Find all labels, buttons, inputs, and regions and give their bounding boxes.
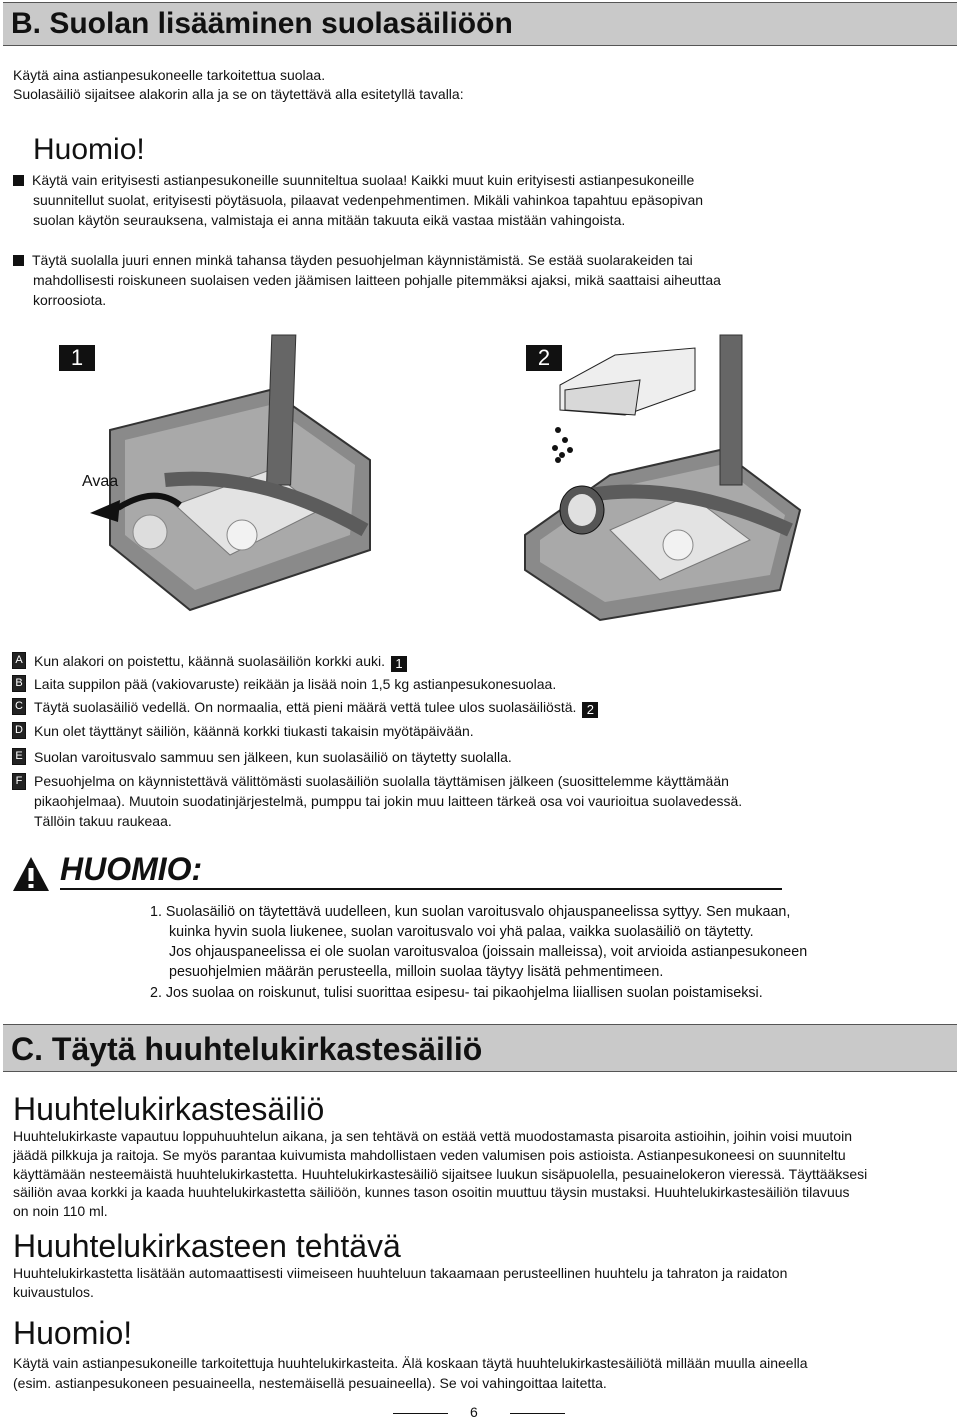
warning-item-2: 2. Jos suolaa on roiskunut, tulisi suorittaa esipesu- tai pikaohjelma liiallisen suolan poistamiseksi.: [150, 985, 763, 1001]
section-b-header: [3, 2, 957, 46]
function-heading: Huuhtelukirkasteen tehtävä: [13, 1228, 401, 1264]
notice-c-heading: Huomio!: [13, 1315, 133, 1351]
step-b-letter: B: [12, 675, 26, 692]
tank-paragraph: Huuhtelukirkaste vapautuu loppuhuuhtelun aikana, ja sen tehtävä on estää vettä muodostamasta pisaroita astioihin, joihin voisi muutoin jäädä pilkkuja ja raitoja. Se myös parantaa kuivumista mahdollistaen veden valumisen pois astioista. Astianpesukoneesi on suunniteltu käyttämään nesteemäistä huuhtelukirkastetta. Huuhtelukirkastesäiliö sijaitsee luukun sisäpuolella, pesuainelokeron vieressä. Täyttääksesi säiliön avaa korkki ja kaada huuhtelukirkastetta säiliöön, kunnes tason osoitin muuttuu täysin mustaksi. Huuhtelukirkastesäiliön tilavuus on noin 110 ml.: [13, 1128, 868, 1220]
step-e-text: Suolan varoitusvalo sammuu sen jälkeen, kun suolasäiliö on täytetty suolalla.: [34, 749, 512, 765]
warning-rule: [60, 888, 782, 890]
warning-triangle-icon: [12, 855, 50, 893]
step-c-letter: C: [12, 698, 26, 715]
figure-1-illustration: [80, 330, 380, 630]
step-d-text: Kun olet täyttänyt säiliön, käännä korkki tiukasti takaisin myötäpäivään.: [34, 723, 474, 739]
section-c-header: [3, 1024, 957, 1072]
figure-2-illustration: [520, 330, 820, 630]
tank-heading: Huuhtelukirkastesäiliö: [13, 1091, 325, 1127]
warning-heading: HUOMIO:: [60, 851, 203, 887]
notice-c-paragraph: Käytä vain astianpesukoneille tarkoitettuja huuhtelukirkasteita. Älä koskaan täytä huuhtelukirkastesäiliötä millään muulla aineella (esim. astianpesukoneen pesuaineella, nestemäisellä pesuaineella). Se voi vahingoittaa laitetta.: [13, 1355, 808, 1391]
intro-line-2: Suolasäiliö sijaitsee alakorin alla ja se on täytettävä alla esitetyllä tavalla:: [13, 86, 464, 102]
figure-2-number: 2: [526, 345, 562, 371]
bullet-2: Täytä suolalla juuri ennen minkä tahansa täyden pesuohjelman käynnistämistä. Se estää suolarakeiden tai mahdollisesti roiskuneen suolaisen veden jäämisen laitteen pohjalle pitemmäksi ajaksi, mikä saattaisi aiheuttaa korroosiota.: [13, 250, 943, 310]
step-f-text: Pesuohjelma on käynnistettävä välittömästi suolasäiliön suolalla täyttämisen jälkeen (suosittelemme käyttämään pikaohjelmaa). Muutoin suodatinjärjestelmä, pumppu tai jokin muu laitteen tärkeä osa voi vaurioitua suolavedessä. Tällöin takuu raukeaa.: [34, 773, 743, 829]
figure-1-number: 1: [59, 345, 95, 371]
step-a-text: Kun alakori on poistettu, käännä suolasäiliön korkki auki. 1: [34, 651, 407, 672]
section-c-title: C. Täytä huuhtelukirkastesäiliö: [11, 1031, 483, 1067]
intro-line-1: Käytä aina astianpesukoneelle tarkoitettua suolaa.: [13, 67, 326, 83]
figure-2-ref: 2: [582, 702, 598, 718]
page-number: 6: [470, 1404, 478, 1420]
step-f-letter: F: [12, 773, 26, 790]
footer-rule-right: [510, 1413, 565, 1414]
step-a-letter: A: [12, 652, 26, 669]
function-paragraph: Huuhtelukirkastetta lisätään automaattisesti viimeiseen huuhteluun takaamaan perusteellinen huuhtelu ja tahraton ja raidaton kuivaustulos.: [13, 1265, 788, 1300]
open-label: Avaa: [82, 473, 119, 490]
footer-rule-left: [393, 1413, 448, 1414]
step-b-text: Laita suppilon pää (vakiovaruste) reikään ja lisää noin 1,5 kg astianpesukonesuolaa.: [34, 676, 557, 692]
bullet-square-icon: [13, 255, 24, 266]
step-e-letter: E: [12, 748, 26, 765]
bullet-square-icon: [13, 175, 24, 186]
step-d-letter: D: [12, 722, 26, 739]
bullet-1: Käytä vain erityisesti astianpesukoneille suunniteltua suolaa! Kaikki muut kuin erityisesti astianpesukoneille suunnitellut suolat, erityisesti pöytäsuola, pilaavat vedenpehmentimen. Mikäli vahinkoa tapahtuu epäsopivan suolan käytön seurauksena, valmistaja ei anna mitään takuuta eikä vastaa mistään vahingoista.: [13, 170, 943, 230]
section-b-title: B. Suolan lisääminen suolasäiliöön: [11, 7, 513, 40]
warning-item-1: 1. Suolasäiliö on täytettävä uudelleen, kun suolan varoitusvalo ohjauspaneelissa syttyy. Sen mukaan, kuinka hyvin suola liukenee, suolan varoitusvalo voi yhä palaa, vaikka suolasäiliö on täytetty. Jos ohjauspaneelissa ei ole suolan varoitusvaloa (joissain malleissa), voit arvioida astianpesukoneen pesuohjelmien määrän perusteella, milloin suolaa täytyy lisätä pehmentimeen.: [150, 904, 808, 980]
figure-1-ref: 1: [391, 656, 407, 672]
step-c-text: Täytä suolasäiliö vedellä. On normaalia, että pieni määrä vettä tulee ulos suolasäiliöstä. 2: [34, 697, 598, 718]
notice-heading: Huomio!: [33, 133, 145, 166]
